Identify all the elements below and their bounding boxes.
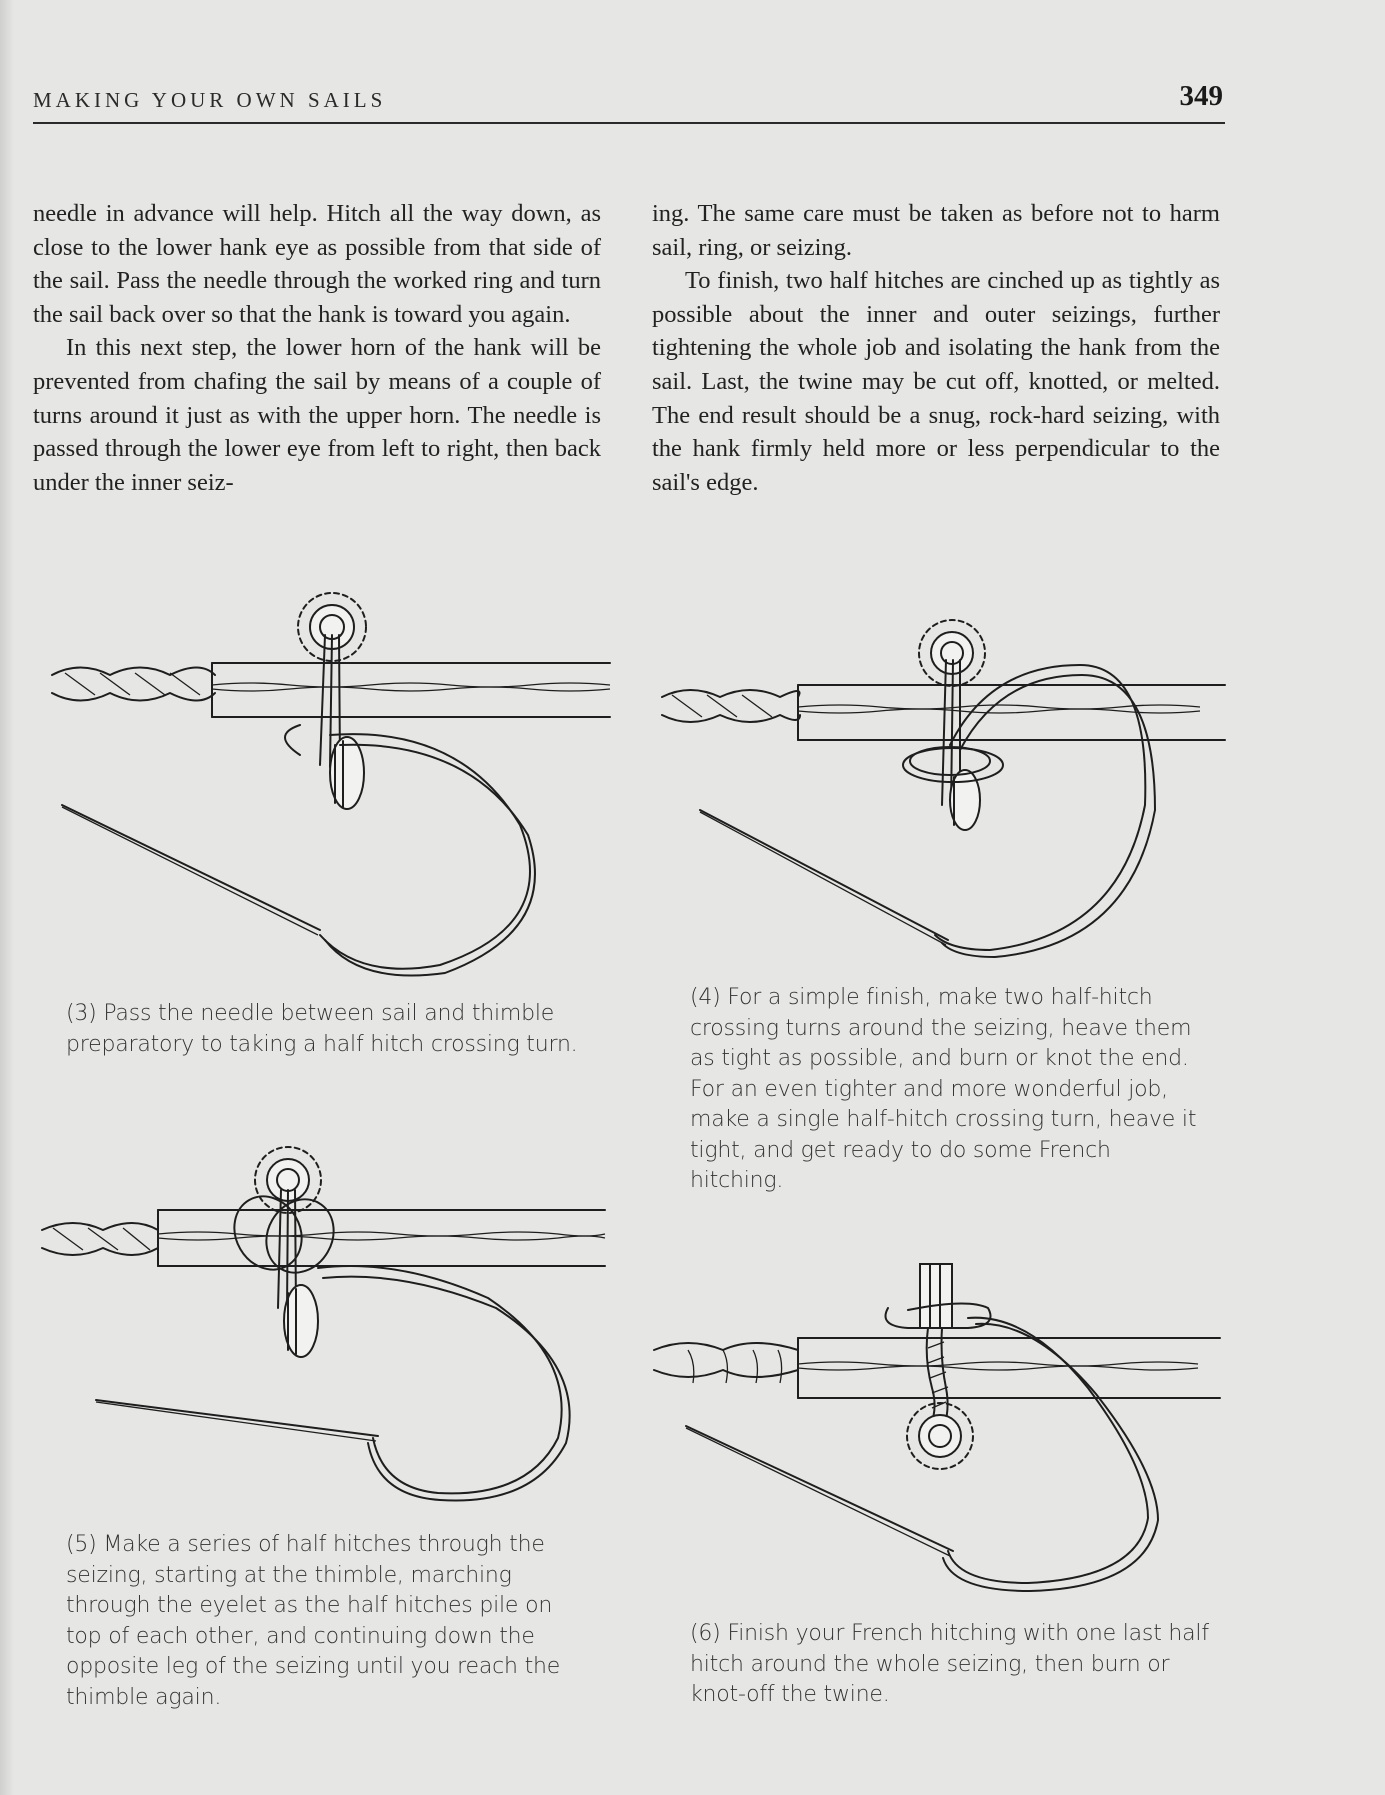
needle-icon	[62, 805, 320, 935]
figure-4-caption: (4) For a simple finish, make two half-hitch crossing turns around the seizing, heave them as tight as possible, and burn or knot the end. For an even tighter and more wonderful job, make a single half-hitch crossing turn, heave it tight, and get ready to do some French hitching.	[690, 985, 1197, 1193]
thimble-icon	[330, 737, 364, 809]
needle-icon	[700, 810, 948, 945]
figure-6-illustration	[648, 1258, 1228, 1598]
body-column-right	[652, 197, 1220, 499]
running-head: MAKING YOUR OWN SAILS	[33, 88, 387, 112]
page-header	[33, 78, 1225, 124]
rope-icon	[52, 668, 215, 701]
page-gutter-shadow	[0, 0, 14, 1795]
rope-icon	[654, 1343, 798, 1383]
thimble-icon	[284, 1285, 318, 1357]
figure-5-illustration	[38, 1138, 618, 1498]
sail-edge-icon	[158, 1210, 605, 1266]
paragraph: To finish, two half hitches are cinched up as tightly as possible about the inner and outer seizings, further tightening the whole job and isolating the hank from the sail. Last, the twine may be cut off, knotted, or melted. The end result should be a snug, rock-hard seizing, with the hank firmly held more or less perpendicular to the sail's edge.	[652, 267, 1220, 496]
paragraph: needle in advance will help. Hitch all the way down, as close to the lower hank eye as possible from that side of the sail. Pass the needle through the worked ring and turn the sail back over so that the hank is toward you again.	[33, 200, 601, 328]
figure-3-caption: (3) Pass the needle between sail and thimble preparatory to taking a half hitch crossing turn.	[66, 1001, 578, 1057]
figure-6-caption: (6) Finish your French hitching with one last half hitch around the whole seizing, then burn or knot-off the twine.	[690, 1621, 1209, 1707]
sail-edge-icon	[212, 663, 610, 717]
page-number: 349	[1179, 80, 1223, 112]
rope-icon	[662, 690, 800, 722]
grommet-icon	[907, 1403, 973, 1469]
thimble-icon	[950, 770, 980, 830]
thimble-icon	[920, 1264, 952, 1328]
rope-icon	[42, 1223, 158, 1255]
sail-edge-icon	[798, 1338, 1220, 1398]
paragraph: ing. The same care must be taken as before not to harm sail, ring, or seizing.	[652, 200, 1220, 261]
figure-5-caption: (5) Make a series of half hitches through the seizing, starting at the thimble, marching through the eyelet as the half hitches pile on top of each other, and continuing down the opposite leg of the seizing until you reach the thimble again.	[66, 1532, 561, 1710]
paragraph: In this next step, the lower horn of the hank will be prevented from chafing the sail by means of a couple of turns around it just as with the upper horn. The needle is passed through the lower eye from left to right, then back under the inner seiz-	[33, 334, 601, 496]
body-column-left	[33, 197, 601, 499]
figure-4-illustration	[650, 605, 1230, 965]
figure-3-illustration	[40, 585, 620, 975]
needle-icon	[96, 1400, 378, 1441]
needle-icon	[686, 1426, 953, 1556]
